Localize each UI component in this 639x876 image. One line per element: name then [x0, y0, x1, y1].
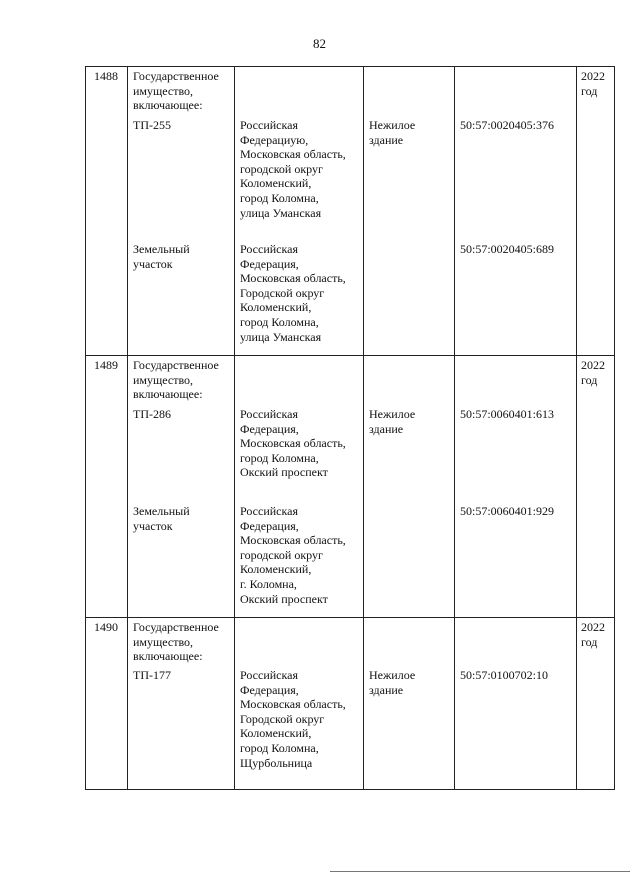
year-cell: 2022 год: [581, 620, 605, 649]
group-label: Государственное имущество, включающее:: [133, 69, 219, 113]
item-name: Земельный участок: [133, 242, 190, 271]
item-name: ТП-255: [133, 118, 171, 132]
item-address: Российская Федерация, Московская область, Городской округ Коломенский, город Коломна, улица Уманская: [240, 242, 346, 344]
item-cadastral: 50:57:0060401:613: [460, 407, 555, 421]
row-number: 1490: [94, 620, 118, 634]
row-number: 1488: [94, 69, 118, 83]
item-name: ТП-177: [133, 668, 171, 682]
item-type: Нежилое здание: [369, 118, 416, 147]
item-name: Земельный участок: [133, 504, 190, 533]
item-cadastral: 50:57:0060401:929: [460, 504, 555, 518]
group-label: Государственное имущество, включающее:: [133, 358, 219, 402]
year-cell: 2022 год: [581, 69, 605, 98]
item-name: ТП-286: [133, 407, 171, 421]
item-address: Российская Федерация, Московская область, город Коломна, Окский проспект: [240, 407, 346, 480]
group-label: Государственное имущество, включающее:: [133, 620, 219, 664]
item-type: Нежилое здание: [369, 668, 416, 697]
page-number: 82: [313, 36, 326, 51]
item-cadastral: 50:57:0020405:689: [460, 242, 555, 256]
item-address: Российская Федерация, Московская область, городской округ Коломенский, г. Коломна, Окский проспект: [240, 504, 346, 606]
year-cell: 2022 год: [581, 358, 605, 387]
item-address: Российская Федерациую, Московская область, городской округ Коломенский, город Коломна, улица Уманская: [240, 118, 346, 220]
item-address: Российская Федерация, Московская область, Городской округ Коломенский, город Коломна, Щурбольница: [240, 668, 346, 770]
item-cadastral: 50:57:0020405:376: [460, 118, 555, 132]
bottom-rule: [330, 871, 630, 872]
item-cadastral: 50:57:0100702:10: [460, 668, 549, 682]
row-number: 1489: [94, 358, 118, 372]
item-type: Нежилое здание: [369, 407, 416, 436]
